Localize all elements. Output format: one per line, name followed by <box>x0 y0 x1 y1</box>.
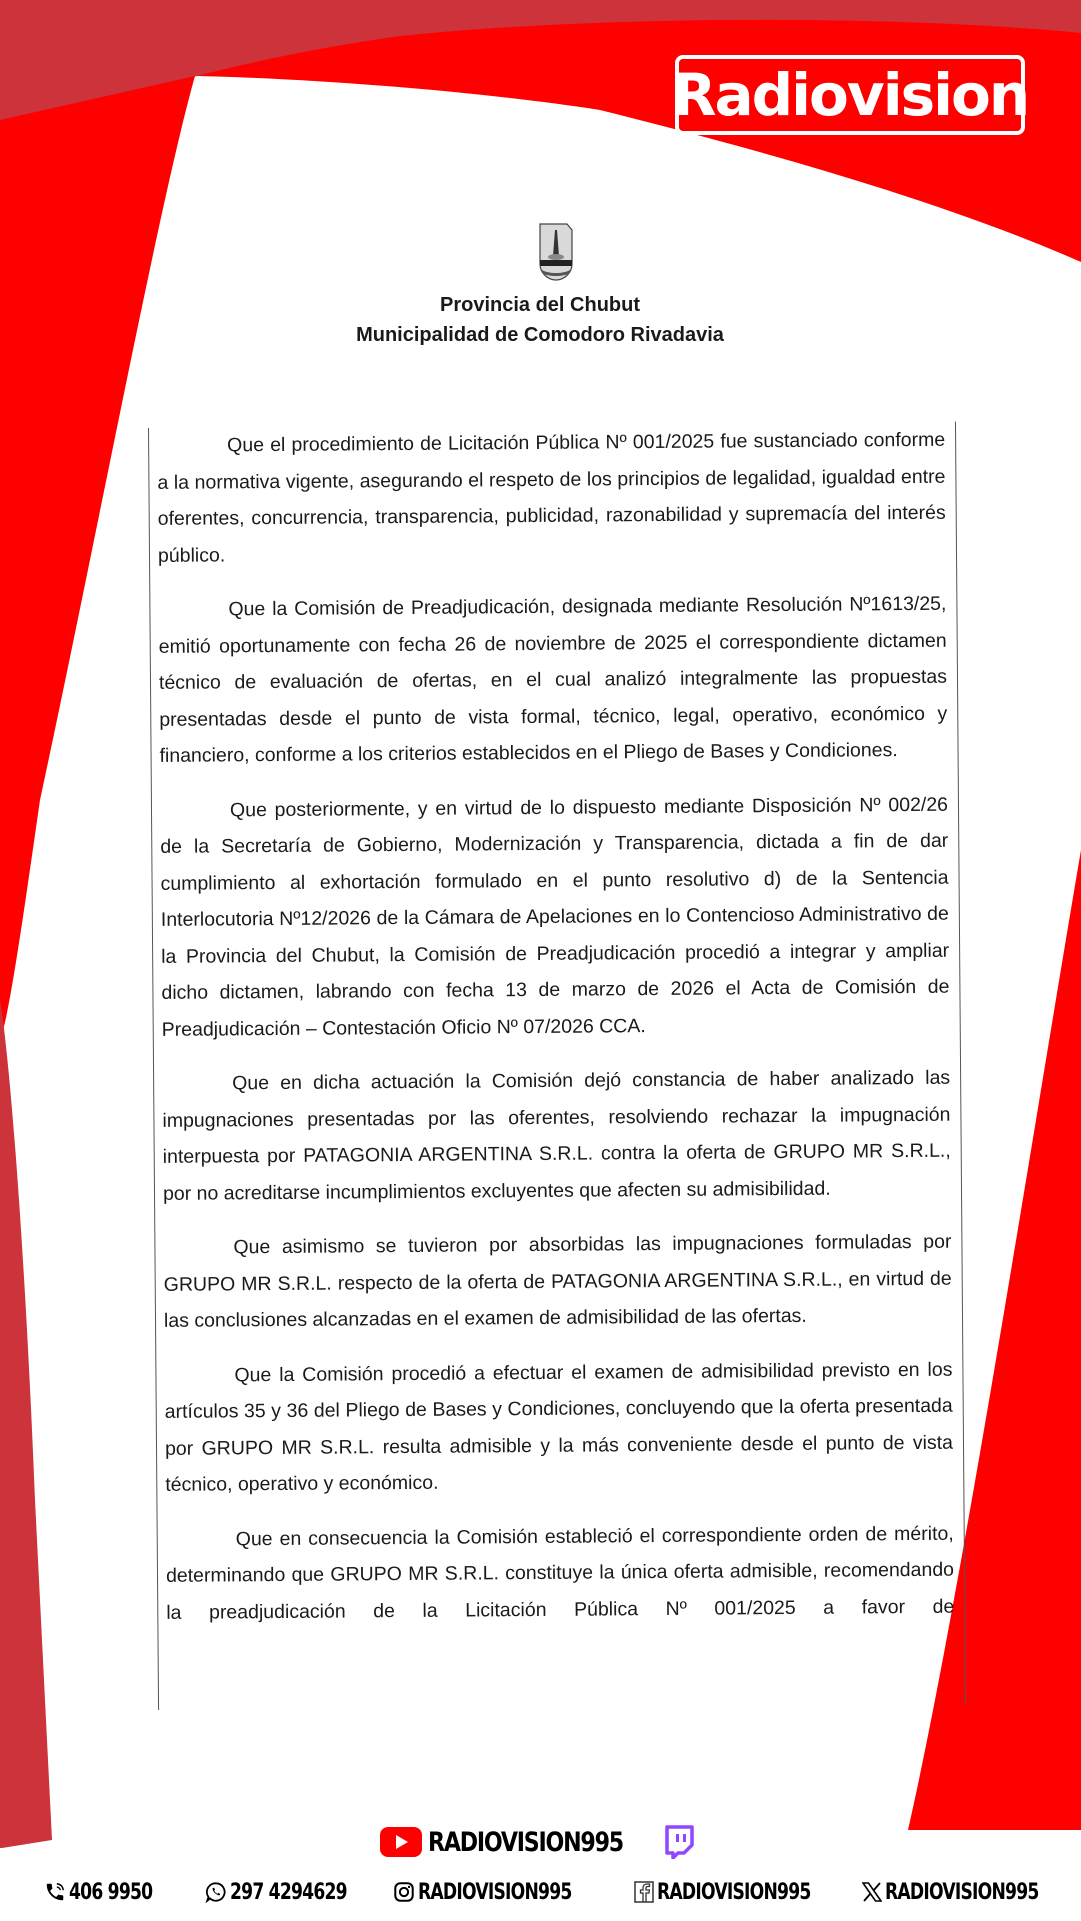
instagram-icon <box>393 1881 415 1903</box>
x-icon <box>862 1881 882 1903</box>
contact-phone[interactable] <box>44 1872 176 1912</box>
contact-whatsapp[interactable] <box>205 1872 380 1912</box>
facebook-handle: RADIOVISION995 <box>657 1879 811 1905</box>
facebook-icon <box>634 1881 654 1903</box>
footer-contacts <box>0 1872 1081 1912</box>
x-handle: RADIOVISION995 <box>885 1879 1039 1905</box>
whatsapp-number: 297 4294629 <box>230 1879 347 1905</box>
paragraph-4: Que en dicha actuación la Comisión dejó constancia de haber analizado las impugnaciones presentadas por las oferentes, resolviendo rechazar la impugnación interpuesta por PATAGONIA ARGENTINA S.R.L. contra la oferta de GRUPO MR S.R.L., por no acreditarse incumplimientos excluyentes que afecten su admisibilidad. <box>162 1066 951 1205</box>
municipal-coat-of-arms-icon <box>537 222 575 282</box>
letterhead <box>300 290 780 350</box>
youtube-icon[interactable] <box>380 1827 422 1857</box>
twitch-icon[interactable] <box>664 1825 694 1859</box>
province-name: Provincia del Chubut <box>439 294 641 316</box>
document-body <box>148 422 966 1710</box>
instagram-handle: RADIOVISION995 <box>418 1879 572 1905</box>
radiovision-logo <box>671 55 1029 135</box>
paragraph-3: Que posteriormente, y en virtud de lo dispuesto mediante Disposición Nº 002/26 de la Secretaría de Gobierno, Modernización y Transparencia, dictada a fin de dar cumplimiento al exhortación formulado en el punto resolutivo d) de la Sentencia Interlocutoria Nº12/2026 de la Cámara de Apelaciones en lo Contencioso Administrativo de la Provincia del Chubut, la Comisión de Preadjudicación procedió a integrar y ampliar dicho dictamen, labrando con fecha 13 de marzo de 2026 el Acta de Comisión de Preadjudicación – Contestación Oficio Nº 07/2026 CCA. <box>160 793 950 1041</box>
left-dark-red-band <box>0 1000 52 1848</box>
municipality-name: Municipalidad de Comodoro Rivadavia <box>356 324 724 346</box>
paragraph-6: Que la Comisión procedió a efectuar el examen de admisibilidad previsto en los artículos 35 y 36 del Pliego de Bases y Condiciones, concluyendo que la oferta presentada por GRUPO MR S.R.L. resulta admisible y la más conveniente desde el punto de vista técnico, operativo y económico. <box>164 1358 954 1496</box>
phone-icon <box>44 1881 66 1903</box>
paragraph-7: Que en consecuencia la Comisión estableció el correspondiente orden de mérito, determinando que GRUPO MR S.R.L. constituye la única oferta admisible, recomendando la preadjudicación de la Licitación Pública Nº 001/2025 a favor de <box>165 1522 955 1624</box>
paragraph-5: Que asimismo se tuvieron por absorbidas las impugnaciones formuladas por GRUPO MR S.R.L. respecto de la oferta de PATAGONIA ARGENTINA S.R.L., en virtud de las conclusiones alcanzadas en el examen de admisibilidad de las ofertas. <box>163 1230 952 1332</box>
paragraph-1: Que el procedimiento de Licitación Pública Nº 001/2025 fue sustanciado conforme a la normativa vigente, asegurando el respeto de los principios de legalidad, igualdad entre oferentes, concurrencia, transparencia, publicidad, razonabilidad y supremacía del interés público. <box>157 428 946 567</box>
logo-text: Radiovision <box>671 61 1029 129</box>
phone-number: 406 9950 <box>69 1879 153 1905</box>
contact-instagram[interactable] <box>393 1872 615 1912</box>
youtube-handle[interactable]: RADIOVISION995 <box>428 1826 623 1858</box>
paragraph-2: Que la Comisión de Preadjudicación, designada mediante Resolución Nº1613/25, emitió oportunamente con fecha 26 de noviembre de 2025 el correspondiente dictamen técnico de evaluación de ofertas, en el cual analizó integralmente las propuestas presentadas desde el punto de vista formal, técnico, legal, operativo, económico y financiero, conforme a los criterios establecidos en el Pliego de Bases y Condiciones. <box>158 592 948 767</box>
whatsapp-icon <box>205 1881 227 1903</box>
contact-x[interactable] <box>862 1872 1081 1912</box>
contact-facebook[interactable] <box>634 1872 854 1912</box>
footer-main-handle <box>380 1822 700 1862</box>
